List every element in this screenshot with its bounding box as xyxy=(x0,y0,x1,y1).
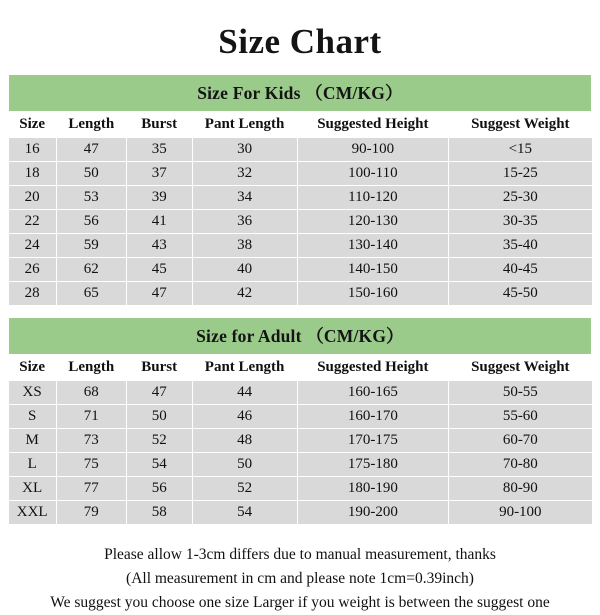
cell-suggested-height: 190-200 xyxy=(297,501,449,525)
adult-header-suggest-weight: Suggest Weight xyxy=(449,355,592,381)
cell-burst: 54 xyxy=(126,453,192,477)
cell-size: L xyxy=(9,453,57,477)
cell-suggested-height: 90-100 xyxy=(297,138,449,162)
table-row xyxy=(9,477,592,501)
cell-pant-length: 34 xyxy=(192,186,297,210)
cell-burst: 47 xyxy=(126,381,192,405)
cell-suggest-weight: 50-55 xyxy=(449,381,592,405)
adult-header-suggested-height: Suggested Height xyxy=(297,355,449,381)
cell-burst: 56 xyxy=(126,477,192,501)
table-row xyxy=(9,453,592,477)
note-line-1: Please allow 1-3cm differs due to manual measurement, thanks xyxy=(104,546,496,563)
kids-header-length: Length xyxy=(56,112,126,138)
table-row xyxy=(9,162,592,186)
cell-suggested-height: 100-110 xyxy=(297,162,449,186)
cell-size: XL xyxy=(9,477,57,501)
cell-suggest-weight: 80-90 xyxy=(449,477,592,501)
cell-size: 20 xyxy=(9,186,57,210)
note-line-2: (All measurement in cm and please note 1cm=0.39inch) xyxy=(126,570,474,588)
cell-size: 26 xyxy=(9,258,57,282)
cell-pant-length: 36 xyxy=(192,210,297,234)
cell-suggested-height: 160-170 xyxy=(297,405,449,429)
cell-size: 28 xyxy=(9,282,57,306)
table-row xyxy=(9,210,592,234)
kids-header-size: Size xyxy=(9,112,57,138)
cell-size: XXL xyxy=(9,501,57,525)
adult-header-pant-length: Pant Length xyxy=(192,355,297,381)
note-line-3: We suggest you choose one size Larger if you weight is between the suggest one xyxy=(50,594,550,612)
adult-header-burst: Burst xyxy=(126,355,192,381)
cell-size: 18 xyxy=(9,162,57,186)
cell-pant-length: 38 xyxy=(192,234,297,258)
cell-burst: 35 xyxy=(126,138,192,162)
kids-header-suggested-height: Suggested Height xyxy=(297,112,449,138)
cell-length: 53 xyxy=(56,186,126,210)
cell-burst: 43 xyxy=(126,234,192,258)
cell-suggested-height: 180-190 xyxy=(297,477,449,501)
adult-section-header-row xyxy=(9,318,592,355)
cell-length: 73 xyxy=(56,429,126,453)
cell-suggested-height: 130-140 xyxy=(297,234,449,258)
kids-header-suggest-weight: Suggest Weight xyxy=(449,112,592,138)
cell-length: 79 xyxy=(56,501,126,525)
cell-length: 50 xyxy=(56,162,126,186)
cell-suggest-weight: 45-50 xyxy=(449,282,592,306)
cell-suggest-weight: 55-60 xyxy=(449,405,592,429)
cell-pant-length: 54 xyxy=(192,501,297,525)
spacer-table xyxy=(8,306,592,317)
cell-length: 56 xyxy=(56,210,126,234)
cell-length: 62 xyxy=(56,258,126,282)
cell-burst: 41 xyxy=(126,210,192,234)
adult-column-header-row xyxy=(9,355,592,381)
cell-size: XS xyxy=(9,381,57,405)
table-row xyxy=(9,381,592,405)
cell-burst: 37 xyxy=(126,162,192,186)
table-row xyxy=(9,282,592,306)
table-row xyxy=(9,405,592,429)
cell-suggest-weight: 35-40 xyxy=(449,234,592,258)
cell-suggested-height: 170-175 xyxy=(297,429,449,453)
cell-pant-length: 30 xyxy=(192,138,297,162)
adult-header-size: Size xyxy=(9,355,57,381)
cell-suggest-weight: 40-45 xyxy=(449,258,592,282)
table-row xyxy=(9,429,592,453)
cell-size: 16 xyxy=(9,138,57,162)
kids-section-title: Size For Kids （CM/KG） xyxy=(9,75,592,112)
cell-length: 77 xyxy=(56,477,126,501)
cell-burst: 39 xyxy=(126,186,192,210)
adult-header-length: Length xyxy=(56,355,126,381)
cell-suggest-weight: 25-30 xyxy=(449,186,592,210)
cell-pant-length: 48 xyxy=(192,429,297,453)
kids-size-table xyxy=(8,74,592,306)
cell-pant-length: 40 xyxy=(192,258,297,282)
cell-pant-length: 52 xyxy=(192,477,297,501)
cell-suggested-height: 140-150 xyxy=(297,258,449,282)
cell-length: 59 xyxy=(56,234,126,258)
table-row xyxy=(9,234,592,258)
kids-header-pant-length: Pant Length xyxy=(192,112,297,138)
cell-size: M xyxy=(9,429,57,453)
cell-pant-length: 44 xyxy=(192,381,297,405)
cell-suggested-height: 120-130 xyxy=(297,210,449,234)
cell-suggested-height: 160-165 xyxy=(297,381,449,405)
cell-suggested-height: 175-180 xyxy=(297,453,449,477)
cell-burst: 52 xyxy=(126,429,192,453)
cell-suggest-weight: 60-70 xyxy=(449,429,592,453)
cell-suggest-weight: <15 xyxy=(449,138,592,162)
cell-size: 24 xyxy=(9,234,57,258)
table-spacer xyxy=(9,307,592,317)
cell-length: 68 xyxy=(56,381,126,405)
table-row xyxy=(9,258,592,282)
cell-burst: 58 xyxy=(126,501,192,525)
cell-suggest-weight: 70-80 xyxy=(449,453,592,477)
cell-length: 75 xyxy=(56,453,126,477)
cell-pant-length: 46 xyxy=(192,405,297,429)
notes-block xyxy=(8,525,592,615)
page-title: Size Chart xyxy=(218,22,382,61)
kids-header-burst: Burst xyxy=(126,112,192,138)
kids-column-header-row xyxy=(9,112,592,138)
cell-pant-length: 42 xyxy=(192,282,297,306)
cell-burst: 45 xyxy=(126,258,192,282)
cell-suggest-weight: 90-100 xyxy=(449,501,592,525)
kids-section-header-row xyxy=(9,75,592,112)
cell-suggested-height: 110-120 xyxy=(297,186,449,210)
adult-section-title: Size for Adult （CM/KG） xyxy=(9,318,592,355)
cell-size: S xyxy=(9,405,57,429)
cell-length: 65 xyxy=(56,282,126,306)
cell-suggested-height: 150-160 xyxy=(297,282,449,306)
table-row xyxy=(9,138,592,162)
cell-length: 47 xyxy=(56,138,126,162)
cell-suggest-weight: 15-25 xyxy=(449,162,592,186)
table-row xyxy=(9,501,592,525)
cell-pant-length: 32 xyxy=(192,162,297,186)
cell-burst: 50 xyxy=(126,405,192,429)
cell-pant-length: 50 xyxy=(192,453,297,477)
table-row xyxy=(9,186,592,210)
cell-burst: 47 xyxy=(126,282,192,306)
adult-size-table xyxy=(8,317,592,525)
cell-suggest-weight: 30-35 xyxy=(449,210,592,234)
cell-size: 22 xyxy=(9,210,57,234)
cell-length: 71 xyxy=(56,405,126,429)
